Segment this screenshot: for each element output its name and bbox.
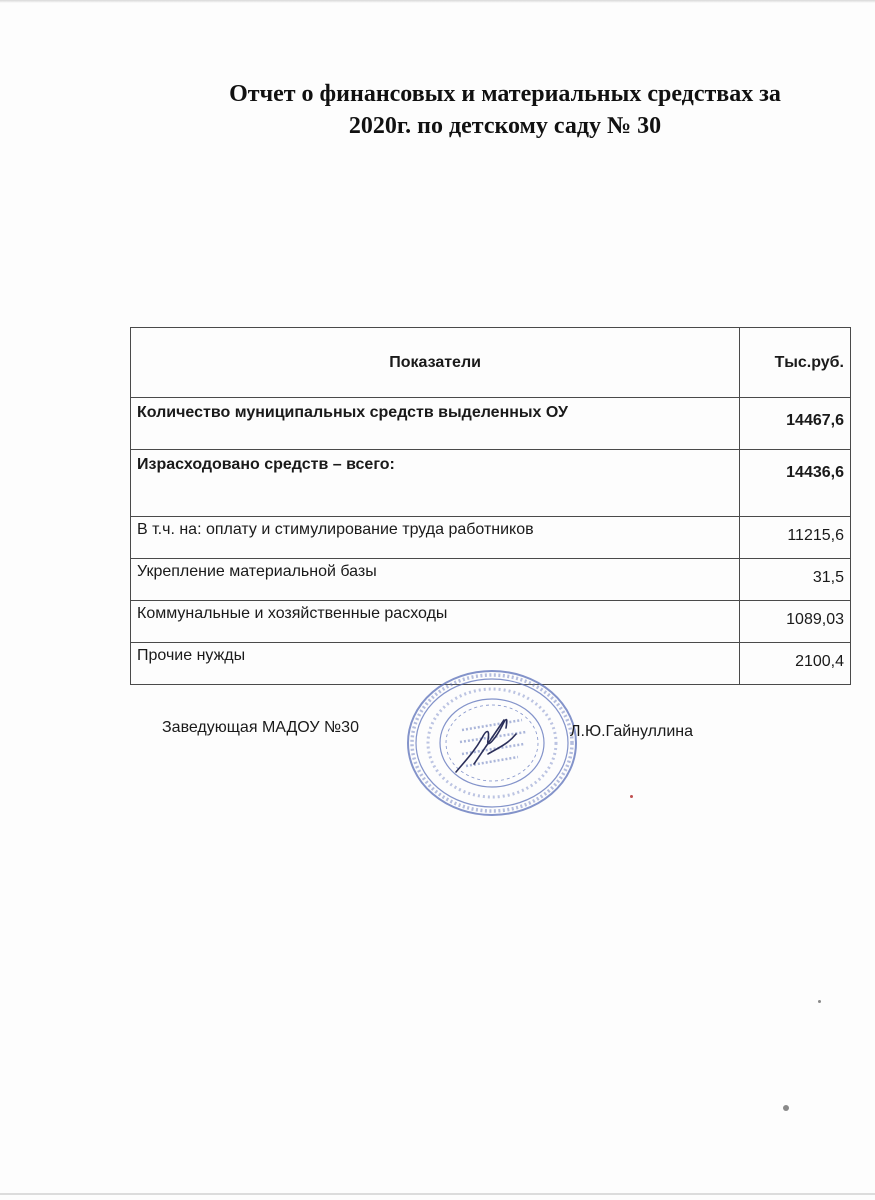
row-label: В т.ч. на: оплату и стимулирование труда работников — [131, 517, 740, 559]
table-header-row — [131, 328, 851, 398]
row-value: 31,5 — [740, 559, 851, 601]
header-value: Тыс.руб. — [740, 328, 851, 398]
signatory-role: Заведующая МАДОУ №30 — [162, 719, 359, 736]
row-value: 11215,6 — [740, 517, 851, 559]
scan-speck — [630, 795, 633, 798]
row-value: 1089,03 — [740, 601, 851, 643]
title-line-2: 2020г. по детскому саду № 30 — [348, 113, 662, 139]
table-row — [131, 517, 851, 559]
row-value: 2100,4 — [740, 643, 851, 685]
row-label: Прочие нужды — [131, 643, 740, 685]
scan-speck — [783, 1105, 789, 1111]
row-label: Израсходовано средств – всего: — [131, 450, 740, 517]
table-row — [131, 559, 851, 601]
row-label: Количество муниципальных средств выделенных ОУ — [131, 398, 740, 450]
scan-speck — [818, 1000, 821, 1003]
scan-edge-top — [0, 0, 875, 3]
row-value: 14436,6 — [740, 450, 851, 517]
signatory-name: Л.Ю.Гайнуллина — [570, 723, 693, 740]
finance-report-table — [130, 327, 851, 685]
table-row — [131, 398, 851, 450]
table-row — [131, 601, 851, 643]
document-title — [140, 78, 870, 142]
header-indicator: Показатели — [131, 328, 740, 398]
row-label: Коммунальные и хозяйственные расходы — [131, 601, 740, 643]
row-value: 14467,6 — [740, 398, 851, 450]
table-row — [131, 450, 851, 517]
scan-edge-bottom — [0, 1193, 875, 1195]
title-line-1: Отчет о финансовых и материальных средствах за — [229, 81, 781, 107]
round-seal-icon — [404, 668, 580, 818]
row-label: Укрепление материальной базы — [131, 559, 740, 601]
